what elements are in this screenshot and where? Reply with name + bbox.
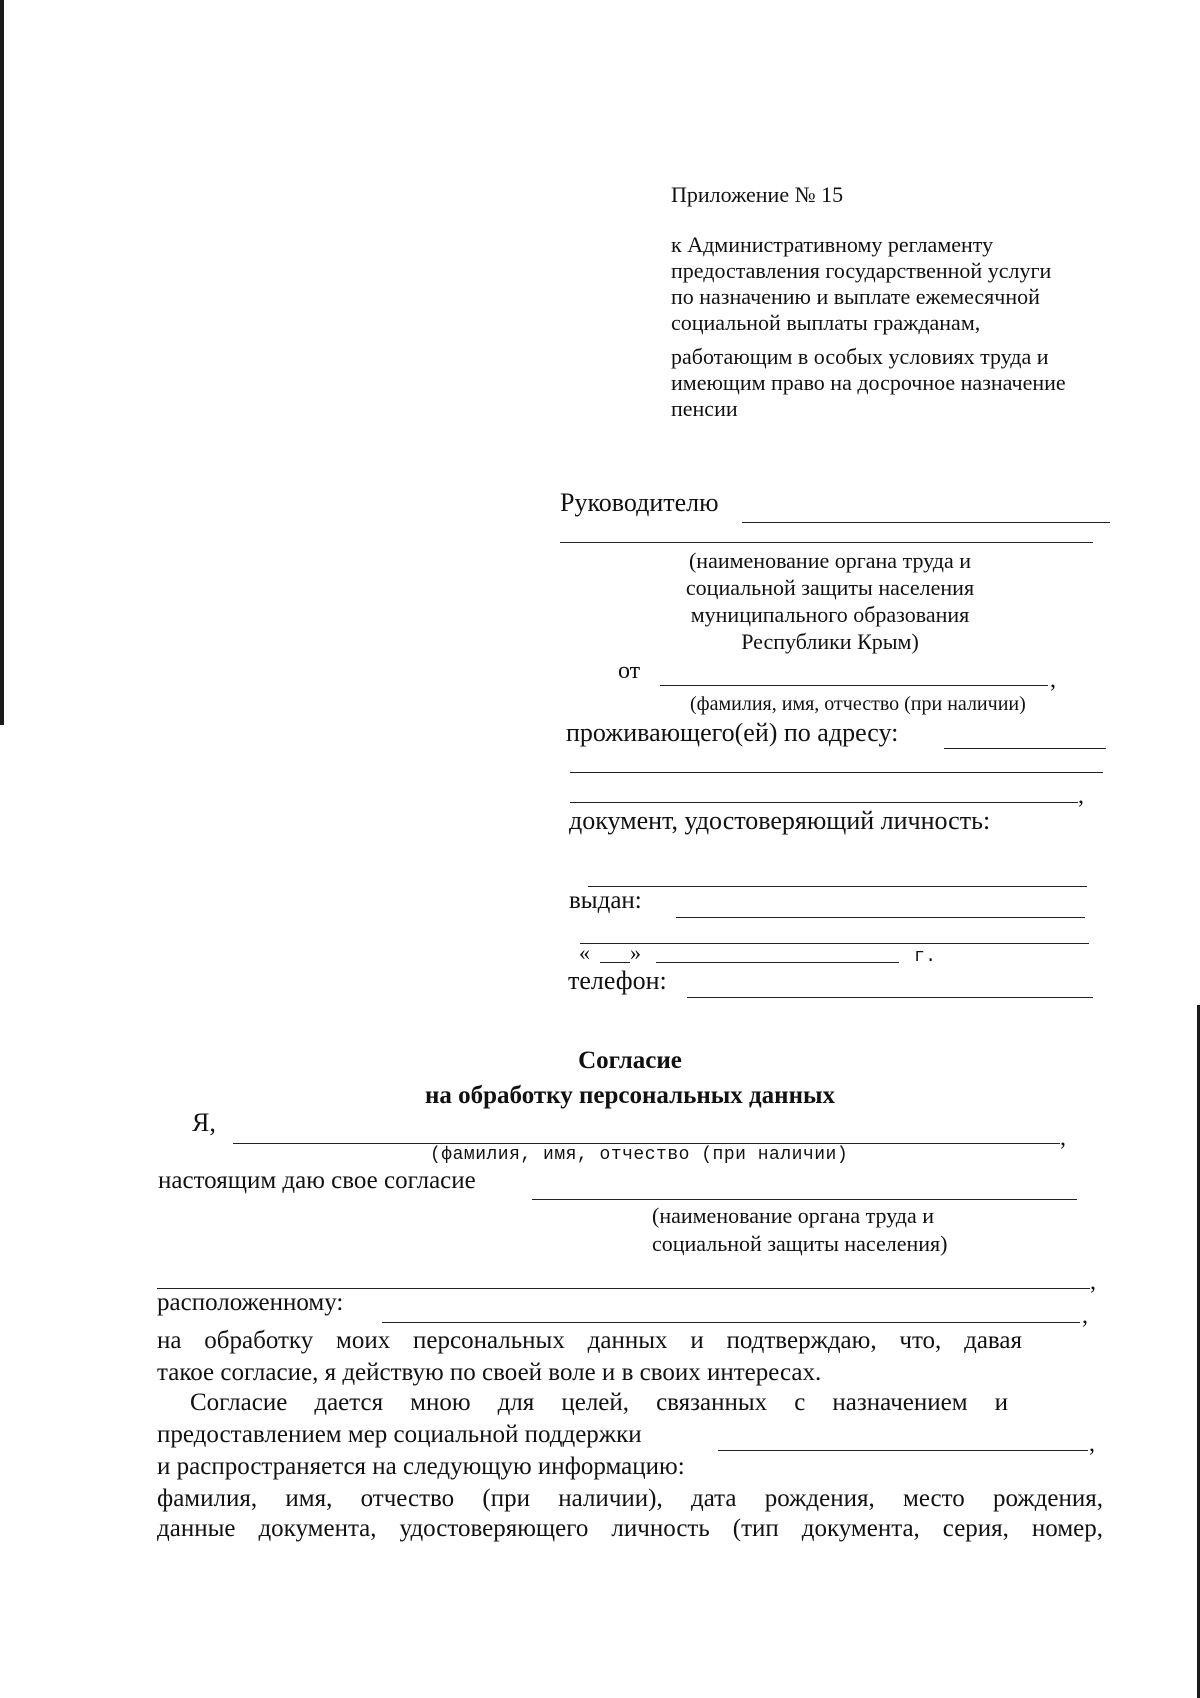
located-line[interactable]: [382, 1322, 1080, 1323]
consent-text-line: и распространяется на следующую информацию:: [157, 1453, 685, 1480]
consent-title: Согласие: [578, 1047, 682, 1074]
organ-hint: социальной защиты населения: [685, 575, 975, 600]
address-line-3[interactable]: [570, 802, 1078, 803]
appendix-line: по назначению и выплате ежемесячной: [671, 284, 1040, 309]
consent-text-line: предоставлением мер социальной поддержки: [157, 1421, 642, 1448]
date-month-line[interactable]: [656, 962, 899, 963]
appendix-number: Приложение № 15: [671, 182, 844, 207]
consent-organ-line[interactable]: [532, 1199, 1077, 1200]
consent-text-line: фамилия, имя, отчество (при наличии), дата рождения, место рождения,: [157, 1485, 1103, 1512]
comma: ,: [1078, 783, 1084, 809]
id-document-line[interactable]: [588, 886, 1087, 887]
addressee-label: Руководителю: [560, 488, 719, 517]
scan-edge-left: [0, 0, 4, 725]
date-open-quote: «: [579, 940, 590, 965]
year-suffix: г.: [914, 947, 937, 967]
comma: ,: [1050, 667, 1056, 693]
address-label: проживающего(ей) по адресу:: [566, 718, 899, 747]
appendix-line: имеющим право на досрочное назначение: [671, 370, 1066, 395]
organ-hint: муниципального образования: [690, 602, 970, 627]
consent-fio-line[interactable]: [233, 1143, 1060, 1144]
from-fio-line[interactable]: [660, 685, 1048, 686]
addressee-line-2[interactable]: [560, 542, 1093, 543]
located-label: расположенному:: [157, 1289, 344, 1316]
comma: ,: [1089, 1431, 1095, 1457]
support-measures-line[interactable]: [718, 1450, 1088, 1451]
consent-organ-hint: (наименование органа труда и: [652, 1203, 935, 1228]
from-label: от: [618, 658, 641, 684]
appendix-line: пенсии: [671, 396, 738, 421]
comma: ,: [1060, 1125, 1066, 1151]
fio-hint: (фамилия, имя, отчество (при наличии): [690, 693, 1026, 715]
comma: ,: [1082, 1303, 1088, 1329]
issued-line[interactable]: [676, 917, 1085, 918]
appendix-line: работающим в особых условиях труда и: [671, 344, 1049, 369]
give-consent-text: настоящим даю свое согласие: [158, 1167, 476, 1194]
consent-fio-hint: (фамилия, имя, отчество (при наличии): [430, 1145, 849, 1165]
consent-subtitle: на обработку персональных данных: [425, 1082, 835, 1109]
date-day-line[interactable]: [600, 962, 630, 963]
address-line-2[interactable]: [570, 772, 1103, 773]
consent-text-line: на обработку моих персональных данных и подтверждаю, что, давая: [157, 1327, 1022, 1354]
issued-label: выдан:: [569, 887, 642, 914]
organ-hint: Республики Крым): [741, 629, 919, 654]
phone-label: телефон:: [568, 966, 667, 995]
consent-organ-hint: социальной защиты населения): [652, 1231, 948, 1256]
address-line[interactable]: [944, 748, 1106, 749]
i-label: Я,: [192, 1108, 216, 1137]
comma: ,: [1090, 1269, 1096, 1295]
appendix-line: к Административному регламенту: [671, 232, 994, 257]
consent-text-line: данные документа, удостоверяющего личность (тип документа, серия, номер,: [157, 1515, 1103, 1542]
organ-hint: (наименование органа труда и: [688, 548, 972, 573]
appendix-line: предоставления государственной услуги: [671, 258, 1052, 283]
addressee-line[interactable]: [742, 522, 1110, 523]
date-close-quote: »: [630, 940, 641, 965]
phone-line[interactable]: [687, 997, 1093, 998]
id-document-label: документ, удостоверяющий личность:: [569, 806, 991, 835]
appendix-line: социальной выплаты гражданам,: [671, 310, 981, 335]
issued-line-2[interactable]: [580, 943, 1089, 944]
consent-text-line: Согласие дается мною для целей, связанных с назначением и: [190, 1389, 1008, 1416]
consent-text-line: такое согласие, я действую по своей воле и в своих интересах.: [157, 1359, 822, 1386]
